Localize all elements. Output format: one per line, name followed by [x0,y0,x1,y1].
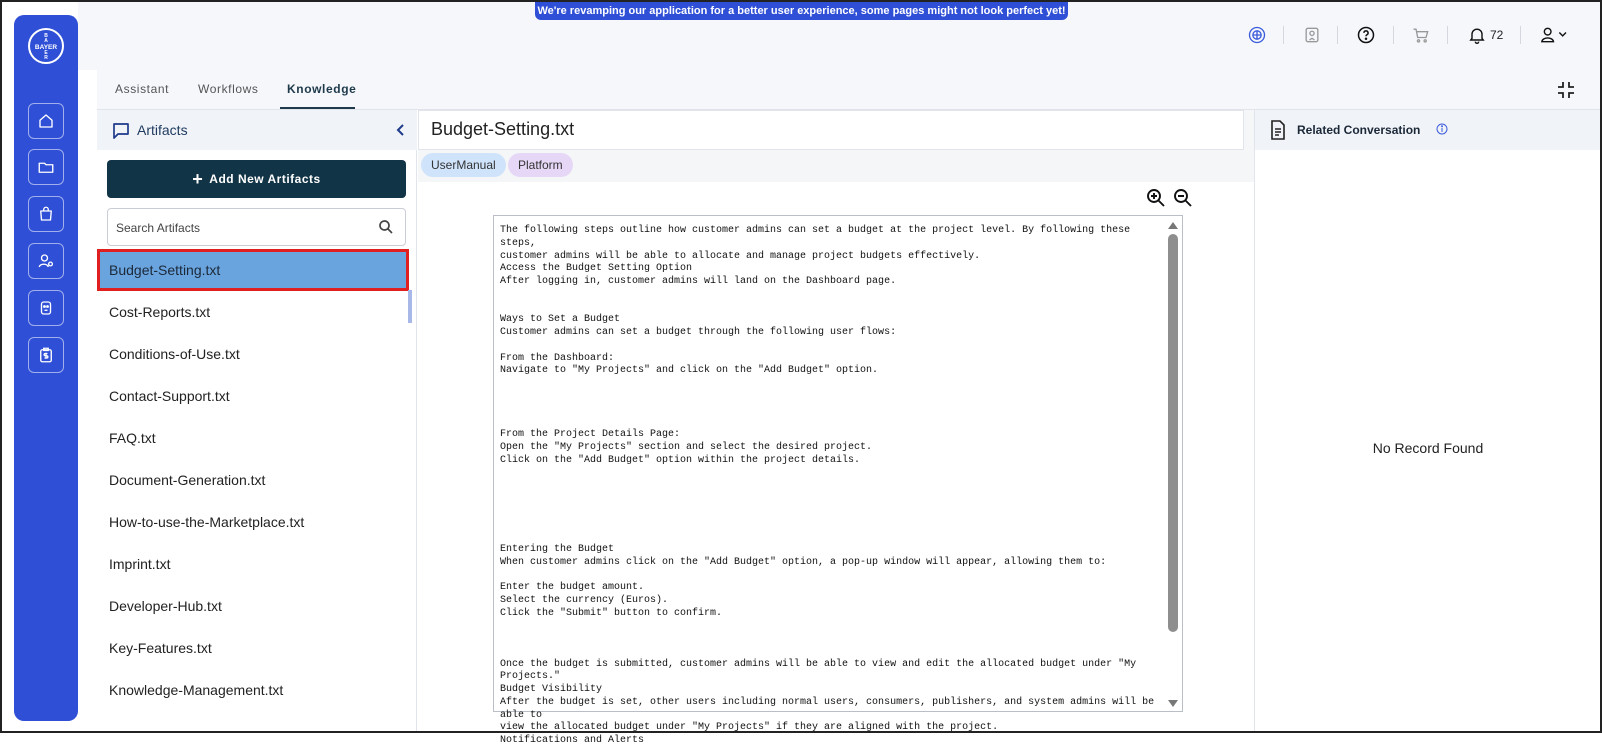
svg-text:A: A [44,38,48,44]
header-divider [1520,26,1521,44]
artifacts-header [97,110,417,150]
artifact-item[interactable]: Budget-Setting.txt [97,249,409,291]
artifact-item[interactable]: Contact-Support.txt [109,388,230,404]
svg-text:E: E [44,50,48,56]
header-divider [1393,26,1394,44]
svg-text:BAYER: BAYER [34,44,58,51]
left-rail [14,15,78,721]
search-icon[interactable] [378,219,394,235]
document-title: Budget-Setting.txt [431,119,575,139]
document-content-box[interactable] [493,215,1183,746]
add-new-artifacts-button[interactable] [107,160,406,198]
rail-clipboard-button[interactable] [28,337,64,373]
rail-folder-button[interactable] [28,149,64,185]
id-badge-icon [1302,25,1322,45]
add-new-artifacts-label: Add New Artifacts [209,172,321,186]
zoom-in-icon [1146,188,1166,208]
artifact-item[interactable]: Imprint.txt [109,556,171,572]
bayer-logo[interactable] [28,28,64,64]
artifact-item[interactable]: Conditions-of-Use.txt [109,346,240,362]
document-icon [1269,120,1287,140]
tab-assistant[interactable]: Assistant [115,82,170,96]
scroll-up-arrow[interactable] [1168,222,1178,229]
tab-workflows[interactable]: Workflows [198,82,259,96]
bell-icon [1467,25,1487,45]
related-conversation-header [1255,110,1601,150]
collapse-panel-icon[interactable] [393,122,409,138]
globe-badge-button[interactable] [1246,24,1268,46]
info-icon[interactable] [1436,123,1448,135]
chat-icon [111,121,131,141]
exit-fullscreen-button[interactable] [1556,80,1576,100]
artifact-item[interactable]: FAQ.txt [109,430,156,446]
artifacts-title: Artifacts [137,122,188,138]
document-content: The following steps outline how customer admins can set a budget at the project level. By following these steps, customer admins will be able to allocate and manage project budgets effectively. Access the Budget Setting Option After logging in, customer admins will land on the Dashboard page. Ways to Set a Budget Customer admins can set a budget through the following user flows: From the Dashboard: Navigate to "My Projects" and click on the "Add Budget" option. From the Project Details Page: Open the "My Projects" section and select the desired project. Click on the "Add Budget" option within the project details. Entering the Budget When customer admins click on the "Add Budget" option, a pop-up window will appear, allowing them to: Enter the budget amount. Select the currency (Euros). Click the "Submit" button to confirm. Once the budget is submitted, customer admins will be able to view and edit the allocated budget under "My Projects." Budget Visibility After the budget is set, other users including normal users, consumers, publishers, and system admins will be able to view the allocated budget under "My Projects" if they are aligned with the project. Notifications and Alerts [500,225,1155,746]
notification-count: 72 [1490,28,1504,42]
tab-knowledge[interactable]: Knowledge [287,82,357,96]
bayer-cross-icon [30,30,62,62]
search-input[interactable] [116,218,366,238]
globe-badge-icon [1247,25,1267,45]
related-conversation-panel [1254,110,1600,733]
user-settings-icon [37,252,55,270]
plus-icon: + [192,169,204,189]
user-chevron-icon [1536,25,1576,45]
help-icon [1356,25,1376,45]
svg-text:B: B [44,33,48,39]
notifications-button[interactable] [1466,24,1488,46]
rail-home-button[interactable] [28,103,64,139]
robot-icon [37,299,55,317]
artifact-item[interactable]: How-to-use-the-Marketplace.txt [109,514,305,530]
zoom-out-button[interactable] [1173,188,1193,208]
svg-text:R: R [44,55,48,61]
artifact-item[interactable]: Cost-Reports.txt [109,304,211,320]
artifact-list-scrollbar[interactable] [408,290,412,323]
artifact-item[interactable]: Key-Features.txt [109,640,212,656]
clipboard-dollar-icon [37,346,55,364]
document-scrollbar[interactable] [1166,220,1180,709]
artifact-list [97,249,409,711]
exit-fullscreen-icon [1556,80,1576,100]
artifact-item[interactable]: Knowledge-Management.txt [109,682,284,698]
help-button[interactable] [1355,24,1377,46]
artifact-item[interactable]: Document-Generation.txt [109,472,266,488]
rail-robot-button[interactable] [28,290,64,326]
user-menu-button[interactable] [1536,24,1576,46]
rail-user-settings-button[interactable] [28,243,64,279]
header-divider [1283,26,1284,44]
folder-icon [37,158,55,176]
document-viewer [418,110,1254,746]
artifact-search [107,208,406,246]
announcement-banner: We're revamping our application for a better user experience, some pages might not look perfect yet! [535,2,1068,20]
related-conversation-title: Related Conversation [1297,123,1421,137]
badge-button[interactable] [1301,24,1323,46]
tab-bar [97,70,1600,110]
rail-bag-button[interactable] [28,196,64,232]
empty-state-text: No Record Found [1372,440,1484,456]
cart-icon [1411,25,1431,45]
scroll-down-arrow[interactable] [1168,700,1178,707]
tag-platform[interactable]: Platform [508,153,573,177]
tag-usermanual[interactable]: UserManual [421,153,506,177]
header-divider [1447,26,1448,44]
active-tab-indicator [280,107,355,109]
zoom-out-icon [1173,188,1193,208]
bag-icon [37,205,55,223]
zoom-in-button[interactable] [1146,188,1166,208]
artifact-item[interactable]: Developer-Hub.txt [109,598,222,614]
scroll-thumb[interactable] [1168,234,1178,632]
cart-button[interactable] [1410,24,1432,46]
document-title-bar [418,110,1244,150]
home-icon [37,112,55,130]
artifacts-panel [97,110,417,733]
header-divider [1337,26,1338,44]
